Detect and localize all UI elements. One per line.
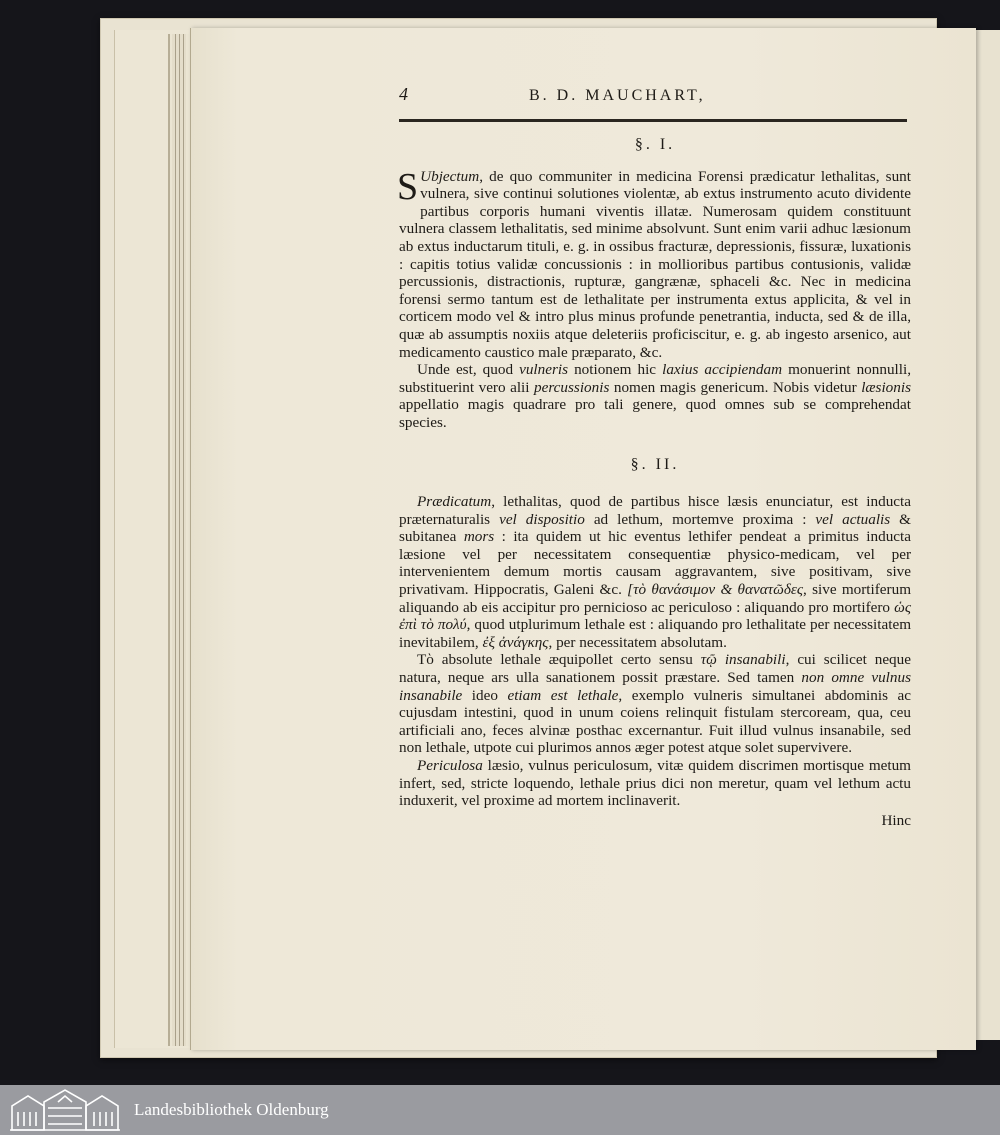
running-head: B. D. MAUCHART, [529, 87, 706, 104]
paragraph-2: Unde est, quod vulneris notionem hic laxius accipiendam monuerint nonnulli, substituerint vero alii percussionis nomen magis genericum. Nobis videtur læsionis appellatio magis quadrare pro tali genere, quod omnes sub se comprehendat species. [399, 361, 911, 431]
catchword: Hinc [881, 811, 911, 829]
section-heading-1: §. I. [634, 136, 676, 153]
page-text [399, 86, 911, 829]
library-building-icon [8, 1088, 122, 1132]
book-page [190, 28, 976, 1050]
page-number: 4 [399, 84, 408, 104]
paragraph-4: Τὸ absolute lethale æquipollet certo sensu τῷ insanabili, cui scilicet neque natura, neque ars ulla sanationem possit præstare. Sed tamen non omne vulnus insanabile ideo etiam est lethale, exemplo vulneris simultanei abdominis ac cujusdam intestini, quod in unum coiens relinquit fistulam stercoream, qua, ceu artificiali ano, feces alvinæ posthac excernantur. Fuit illud vulnus insanabile, sed non lethale, utpote cui plurimos annos æger potest atque solet supervivere. [399, 651, 911, 757]
paragraph-1: S Ubjectum, de quo communiter in medicina Forensi prædicatur lethalitas, sunt vulnera, sive continui solutiones violentæ, ab extus instrumento acuto dividente partibus corporis humani viventis illatæ. Numerosam quidem constituunt vulnera classem lethalitatis, sed minime absolvunt. Sunt enim varii adhuc læsionum ab extus inductarum tituli, e. g. in ossibus fracturæ, depressionis, fissuræ, luxationis : capitis totius validæ concussionis : in mollioribus partibus contusionis, validæ percussionis, distractionis, rupturæ, gangrænæ, sphaceli &c. Nec in medicina forensi sermo tantum est de lethalitate per instrumenta extus applicita, & vel in corticem modo vel & intro plus minus profunde penetrantia, inducta, sed & de illa, quæ ab assumptis noxiis atque deleteriis proficiscitur, e. g. ab ingesto arsenico, aut medicamento caustico male præparato, &c. [397, 165, 911, 361]
paragraph-3: Prædicatum, lethalitas, quod de partibus hisce læsis enunciatur, est inducta præternaturalis vel dispositio ad lethum, mortemve proxima : vel actualis & subitanea mors : ita quidem ut hic eventus lethifer pendeat a primitus inducta læsione vel per necessitatem consequentiæ physico-medicam, vel per intervenientem demum mortis causam aggravantem, sive positivam, sive privativam. Hippocratis, Galeni &c. [τὸ θανάσιμον & θανατῶδες, sive mortiferum aliquando ab eis accipitur pro pernicioso ac periculoso : aliquando pro mortifero ὡς ἐπὶ τὸ πολύ, quod utplurimum lethale est : aliquando pro lethalitate per necessitatem inevitabilem, ἐξ ἀνάγκης, per necessitatem absolutam. [399, 493, 912, 651]
facing-page-edge [972, 30, 1000, 1040]
page-edges [172, 34, 186, 1046]
paragraph-5: Periculosa læsio, vulnus periculosum, vitæ quidem discrimen mortisque metum infert, sed, stricte loquendo, lethale prius dici non meretur, quam vel lethum actu induxerit, vel proxime ad mortem inclinaverit. [399, 757, 911, 810]
drop-capital: S [397, 165, 419, 208]
footer-bar [0, 1085, 1000, 1135]
library-name: Landesbibliothek Oldenburg [134, 1100, 329, 1119]
section-heading-2: §. II. [630, 455, 680, 473]
page-header [399, 86, 911, 116]
header-rule [399, 119, 907, 122]
